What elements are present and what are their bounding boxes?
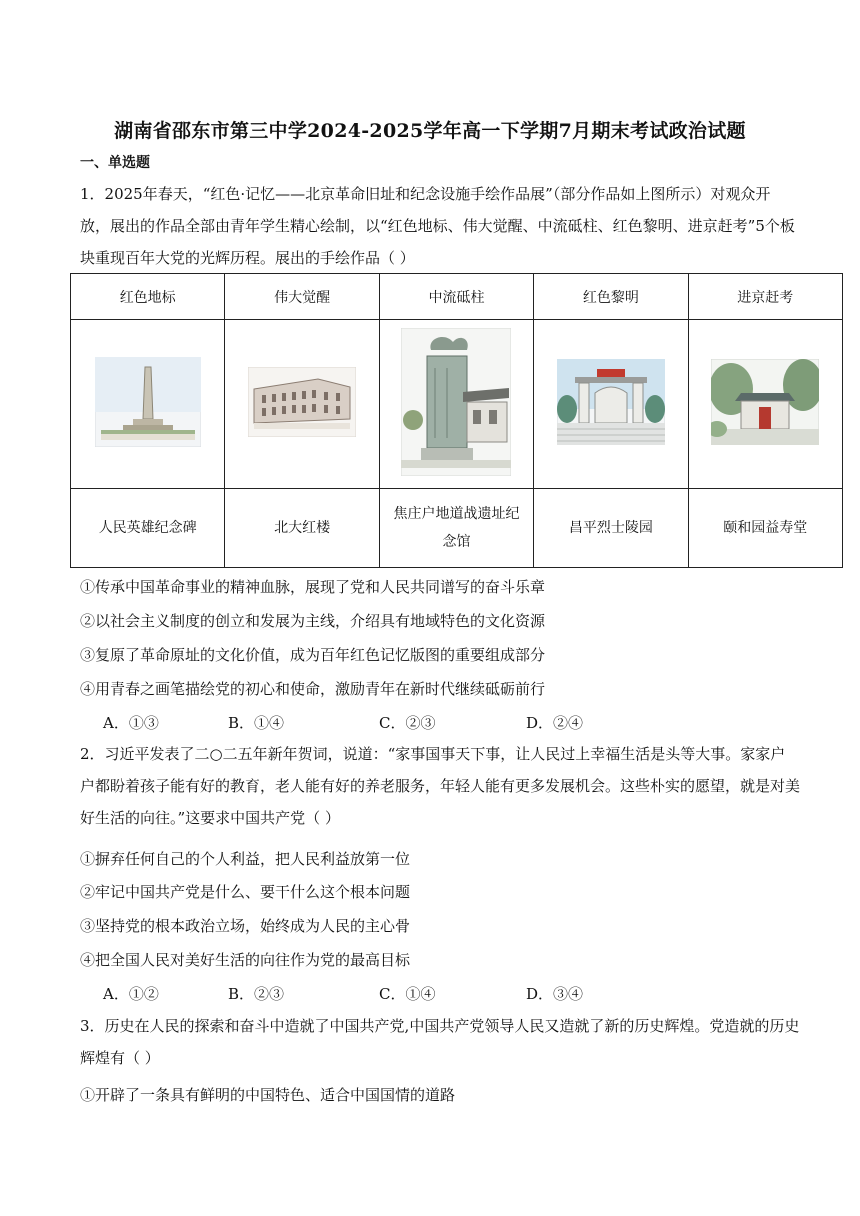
table-header-cell: 红色黎明 (534, 274, 688, 320)
table-name-cell: 人民英雄纪念碑 (71, 489, 225, 568)
table-header-row (71, 274, 843, 320)
question-2-item: ①摒弃任何自己的个人利益，把人民利益放第一位 (80, 850, 411, 868)
table-header-cell: 伟大觉醒 (225, 274, 379, 320)
table-image-cell (534, 320, 688, 489)
monument-painting (95, 357, 201, 447)
question-1-item: ②以社会主义制度的创立和发展为主线，介绍具有地域特色的文化资源 (80, 612, 546, 630)
table-name-cell: 颐和园益寿堂 (688, 489, 842, 568)
artworks-table (70, 273, 843, 568)
option-b[interactable]: B．②③ (228, 985, 285, 1003)
option-a[interactable]: A．①② (103, 985, 159, 1003)
red-building-painting (248, 367, 356, 437)
option-a[interactable]: A．①③ (103, 714, 159, 732)
table-image-cell (379, 320, 533, 489)
question-1-item: ③复原了革命原址的文化价值，成为百年红色记忆版图的重要组成部分 (80, 646, 546, 664)
question-3-item: ①开辟了一条具有鲜明的中国特色、适合中国国情的道路 (80, 1086, 456, 1104)
section-heading: 一、单选题 (80, 155, 150, 171)
option-d[interactable]: D．③④ (526, 985, 584, 1003)
table-image-cell (71, 320, 225, 489)
table-header-cell: 中流砥柱 (379, 274, 533, 320)
table-image-cell (225, 320, 379, 489)
table-image-cell (688, 320, 842, 489)
table-name-row (71, 489, 843, 568)
option-c[interactable]: C．②③ (379, 714, 436, 732)
option-b[interactable]: B．①④ (228, 714, 285, 732)
option-c[interactable]: C．①④ (379, 985, 436, 1003)
question-2-stem: 2．习近平发表了二○二五年新年贺词，说道：“家事国事天下事，让人民过上幸福生活是头等大事。家家户户都盼着孩子能有好的教育，老人能有好的养老服务，年轻人能有更多发展机会。这些朴实的愿望，就是对美好生活的向往。”这要求中国共产党（ ） (80, 745, 801, 827)
table-name-cell: 焦庄户地道战遗址纪念馆 (379, 489, 533, 568)
table-name-cell: 昌平烈士陵园 (534, 489, 688, 568)
question-1-item: ④用青春之画笔描绘党的初心和使命，激励青年在新时代继续砥砺前行 (80, 680, 546, 698)
table-header-cell: 进京赶考 (688, 274, 842, 320)
question-2-item: ②牢记中国共产党是什么、要干什么这个根本问题 (80, 883, 411, 901)
question-3-stem: 3．历史在人民的探索和奋斗中造就了中国共产党,中国共产党领导人民又造就了新的历史辉煌。党造就的历史辉煌有（ ） (80, 1017, 800, 1067)
table-header-cell: 红色地标 (71, 274, 225, 320)
question-2-item: ④把全国人民对美好生活的向往作为党的最高目标 (80, 951, 411, 969)
table-name-cell: 北大红楼 (225, 489, 379, 568)
table-image-row (71, 320, 843, 489)
memorial-hall-painting (401, 328, 511, 476)
option-d[interactable]: D．②④ (526, 714, 584, 732)
question-1-item: ①传承中国革命事业的精神血脉，展现了党和人民共同谱写的奋斗乐章 (80, 578, 546, 596)
cemetery-gate-painting (557, 359, 665, 445)
courtyard-painting (711, 359, 819, 445)
question-2-item: ③坚持党的根本政治立场，始终成为人民的主心骨 (80, 917, 411, 935)
page-title: 湖南省邵东市第三中学2024-2025学年高一下学期7月期末考试政治试题 (114, 120, 746, 142)
question-1-stem: 1．2025年春天，“红色·记忆——北京革命旧址和纪念设施手绘作品展”（部分作品如上图所示）对观众开放，展出的作品全部由青年学生精心绘制，以“红色地标、伟大觉醒、中流砥柱、红色黎明、进京赶考”5个板块重现百年大党的光辉历程。展出的手绘作品（ ） (80, 185, 795, 267)
